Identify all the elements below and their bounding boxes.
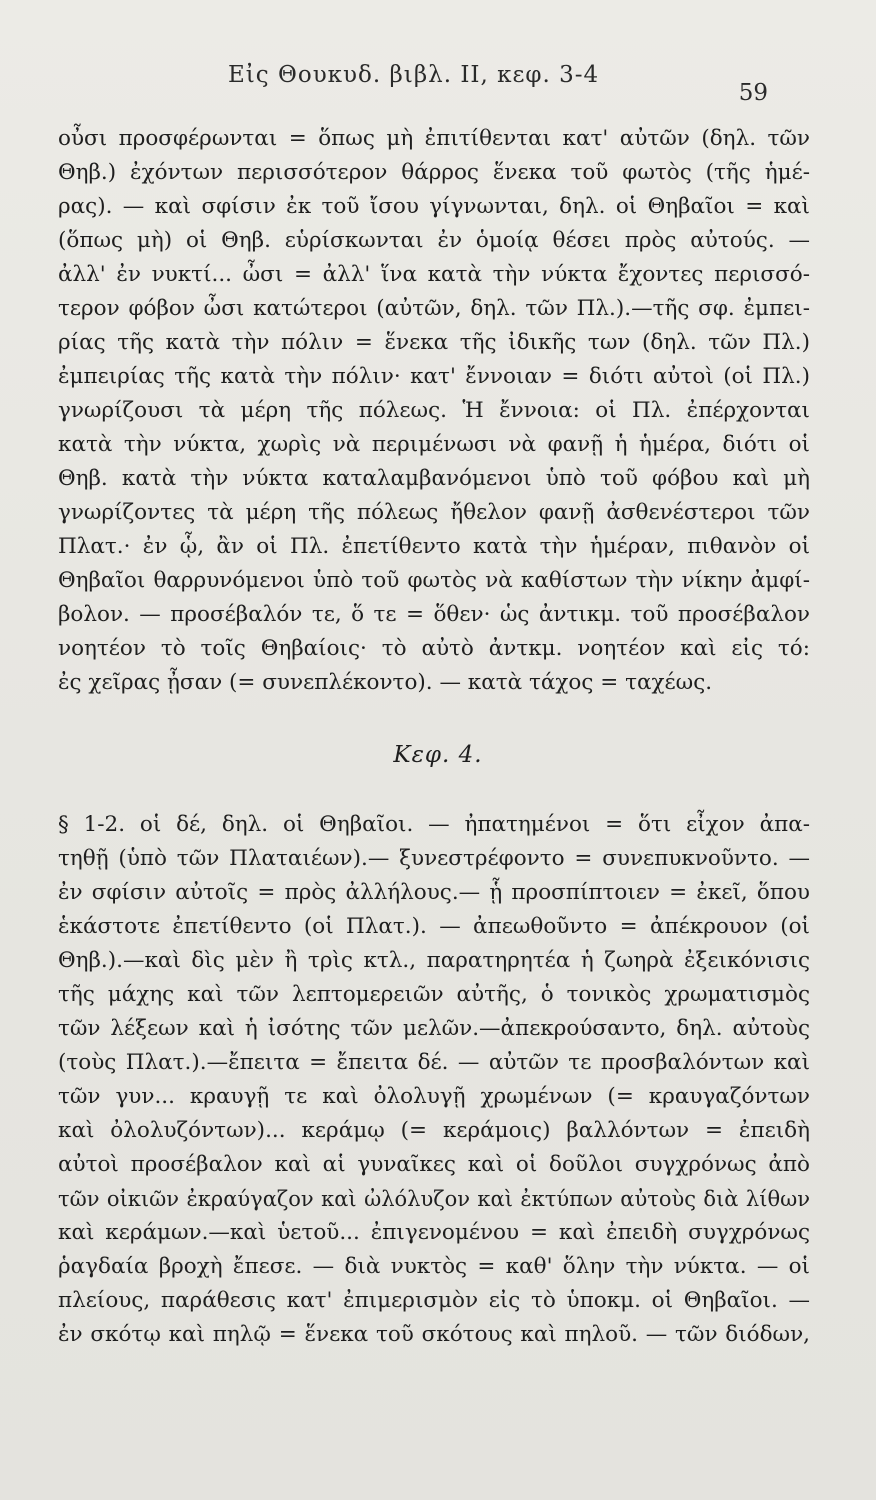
text-line: Θηβ. κατὰ τὴν νύκτα καταλαμβανόμενοι ὑπὸ τοῦ φόβου καὶ μὴ	[58, 466, 810, 491]
text-line: Πλατ.· ἐν ᾧ, ἂν οἱ Πλ. ἐπετίθεντο κατὰ τὴν ἡμέραν, πιθανὸν οἱ	[58, 534, 810, 559]
text-line: τηθῇ (ὑπὸ τῶν Πλαταιέων).— ξυνεστρέφοντο = συνεπυκνοῦντο. —	[58, 846, 810, 871]
text-line: βολον. — προσέβαλόν τε, ὅ τε = ὅθεν· ὡς ἀντικμ. τοῦ προσέβαλον	[58, 602, 810, 627]
text-line: τῶν οἰκιῶν ἐκραύγαζον καὶ ὠλόλυζον καὶ ἐκτύπων αὐτοὺς διὰ λίθων	[58, 1187, 810, 1211]
text-line: αὐτοὶ προσέβαλον καὶ αἱ γυναῖκες καὶ οἱ δοῦλοι συγχρόνως ἀπὸ	[58, 1152, 810, 1177]
text-line: § 1-2. οἱ δέ, δηλ. οἱ Θηβαῖοι. — ἠπατημένοι = ὅτι εἶχον ἀπα-	[58, 812, 810, 837]
text-line: ῥαγδαία βροχὴ ἔπεσε. — διὰ νυκτὸς = καθ' ὅλην τὴν νύκτα. — οἱ	[58, 1254, 810, 1279]
text-line: Θηβ.) ἐχόντων περισσότερον θάρρος ἕνεκα τοῦ φωτὸς (τῆς ἡμέ-	[58, 160, 810, 185]
text-line: Θηβ.).—καὶ δὶς μὲν ἢ τρὶς κτλ., παρατηρητέα ἡ ζωηρὰ ἐξεικόνισις	[58, 948, 810, 973]
commentary-chapter-3	[58, 122, 810, 700]
text-line: ρας). — καὶ σφίσιν ἐκ τοῦ ἴσου γίγνωνται, δηλ. οἱ Θηβαῖοι = καὶ	[58, 194, 810, 219]
text-line: γνωρίζουσι τὰ μέρη τῆς πόλεως. Ἡ ἔννοια: οἱ Πλ. ἐπέρχονται	[58, 398, 810, 423]
text-line: (ὅπως μὴ) οἱ Θηβ. εὑρίσκωνται ἐν ὁμοίᾳ θέσει πρὸς αὐτούς. —	[58, 228, 810, 253]
text-line: ρίας τῆς κατὰ τὴν πόλιν = ἕνεκα τῆς ἰδικῆς των (δηλ. τῶν Πλ.)	[58, 330, 810, 355]
text-line: καὶ ὀλολυζόντων)... κεράμῳ (= κεράμοις) βαλλόντων = ἐπειδὴ	[58, 1118, 810, 1143]
text-line: τῶν γυν... κραυγῇ τε καὶ ὀλολυγῇ χρωμένων (= κραυγαζόντων	[58, 1084, 810, 1109]
text-line: ἐμπειρίας τῆς κατὰ τὴν πόλιν· κατ' ἔννοιαν = διότι αὐτοὶ (οἱ Πλ.)	[58, 364, 810, 389]
text-line: τερον φόβον ὦσι κατώτεροι (αὐτῶν, δηλ. τῶν Πλ.).—τῆς σφ. ἐμπει-	[58, 296, 810, 321]
text-line: τῆς μάχης καὶ τῶν λεπτομερειῶν αὐτῆς, ὁ τονικὸς χρωματισμὸς	[58, 982, 810, 1007]
running-head: Εἰς Θουκυδ. βιβλ. ΙΙ, κεφ. 3-4	[228, 62, 600, 88]
text-line: καὶ κεράμων.—καὶ ὑετοῦ... ἐπιγενομένου = καὶ ἐπειδὴ συγχρόνως	[58, 1220, 810, 1245]
page-number: 59	[738, 80, 768, 106]
section-title: Κεφ. 4.	[393, 742, 483, 768]
text-line: τῶν λέξεων καὶ ἡ ἰσότης τῶν μελῶν.—ἀπεκρούσαντο, δηλ. αὐτοὺς	[58, 1016, 810, 1041]
text-line: ἐν σκότῳ καὶ πηλῷ = ἕνεκα τοῦ σκότους καὶ πηλοῦ. — τῶν διόδων,	[58, 1322, 810, 1347]
commentary-chapter-4	[58, 808, 810, 1352]
text-line: κατὰ τὴν νύκτα, χωρὶς νὰ περιμένωσι νὰ φανῇ ἡ ἡμέρα, διότι οἱ	[58, 432, 810, 457]
text-line: νοητέον τὸ τοῖς Θηβαίοις· τὸ αὐτὸ ἀντκμ. νοητέον καὶ εἰς τό:	[58, 636, 810, 661]
text-line: οὖσι προσφέρωνται = ὅπως μὴ ἐπιτίθενται κατ' αὐτῶν (δηλ. τῶν	[58, 126, 810, 151]
text-line: ἐν σφίσιν αὐτοῖς = πρὸς ἀλλήλους.— ᾗ προσπίπτοιεν = ἐκεῖ, ὅπου	[58, 880, 810, 905]
text-line: ἐς χεῖρας ᾖσαν (= συνεπλέκοντο). — κατὰ τάχος = ταχέως.	[58, 670, 713, 695]
text-line: Θηβαῖοι θαρρυνόμενοι ὑπὸ τοῦ φωτὸς νὰ καθίστων τὴν νίκην ἀμφί-	[58, 568, 810, 593]
text-line: (τοὺς Πλατ.).—ἔπειτα = ἔπειτα δέ. — αὐτῶν τε προσβαλόντων καὶ	[58, 1050, 810, 1075]
text-line: γνωρίζοντες τὰ μέρη τῆς πόλεως ἤθελον φανῇ ἀσθενέστεροι τῶν	[58, 500, 810, 525]
text-line: ἀλλ' ἐν νυκτί... ὦσι = ἀλλ' ἵνα κατὰ τὴν νύκτα ἔχοντες περισσό-	[58, 262, 810, 287]
text-line: ἑκάστοτε ἐπετίθεντο (οἱ Πλατ.). — ἀπεωθοῦντο = ἀπέκρουον (οἱ	[58, 914, 810, 939]
text-line: πλείους, παράθεσις κατ' ἐπιμερισμὸν εἰς τὸ ὑποκμ. οἱ Θηβαῖοι. —	[58, 1288, 810, 1313]
